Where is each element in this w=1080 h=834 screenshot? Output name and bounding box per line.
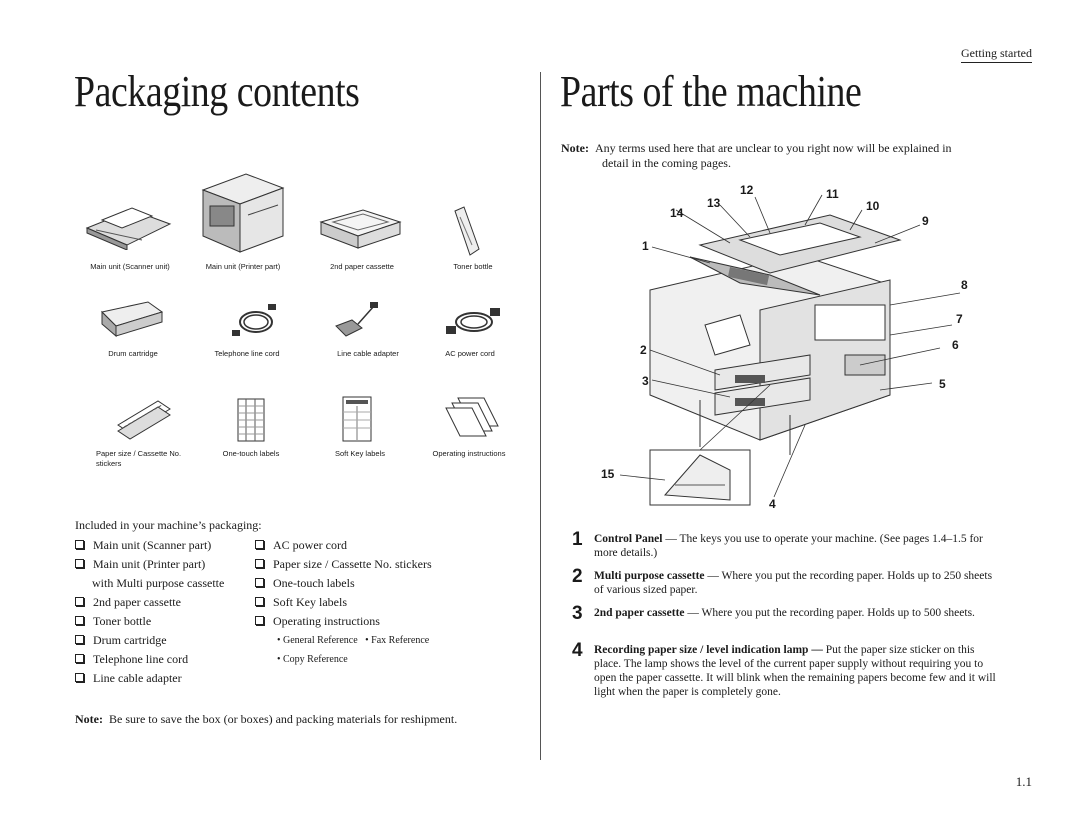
list-item: Main unit (Printer part) [75,555,224,574]
page-title-parts: Parts of the machine [560,67,862,116]
toner-bottle-icon [452,205,482,257]
included-intro: Included in your machine’s packaging: [75,518,262,532]
list-item: One-touch labels [255,574,432,593]
callout-15: 15 [601,467,615,481]
caption-onetouch: One-touch labels [222,449,280,458]
list-item: Toner bottle [75,612,224,631]
caption-cassette: 2nd paper cassette [330,262,394,271]
list-item: Operating instructions [255,612,432,631]
included-list-col2 [255,536,432,669]
part-number-1: 1 [572,529,583,550]
caption-telcord: Telephone line cord [214,349,280,358]
callout-12: 12 [740,183,754,197]
caption-accord: AC power cord [445,349,495,358]
caption-scanner: Main unit (Scanner unit) [90,262,170,271]
machine-diagram [590,185,980,515]
caption-drum: Drum cartridge [108,349,158,358]
callout-7: 7 [956,312,963,326]
caption-stickers: Paper size / Cassette No. stickers [96,449,182,468]
list-item: with Multi purpose cassette [92,576,225,590]
packaging-note: Note: Be sure to save the box (or boxes) and packing materials for reshipment. [75,712,458,726]
soft-key-labels-icon [342,396,372,442]
paper-cassette-icon [318,208,403,250]
part-desc-3: 2nd paper cassette — Where you put the recording paper. Holds up to 500 sheets. [594,607,975,619]
callout-5: 5 [939,377,946,391]
one-touch-labels-icon [237,398,265,442]
manuals-icon [444,396,500,440]
caption-adapter: Line cable adapter [337,349,399,358]
list-item: Telephone line cord [75,650,224,669]
part-number-4: 4 [572,640,583,661]
callout-6: 6 [952,338,959,352]
callout-8: 8 [961,278,968,292]
part-number-2: 2 [572,566,583,587]
list-item: Soft Key labels [255,593,432,612]
line-adapter-icon [330,300,380,342]
stickers-icon [114,395,174,443]
list-item: Main unit (Scanner part) [75,536,224,555]
ac-power-cord-icon [442,302,502,342]
list-item: • General Reference • Fax Reference [277,635,430,646]
caption-printer: Main unit (Printer part) [205,262,281,271]
part-number-3: 3 [572,603,583,624]
part-desc-4: Recording paper size / level indication lamp — Put the paper size sticker on this place. The lamp shows the level of the current paper supply without requiring you to open the paper cassette. It will blink when the remaining papers become few and it will light when the paper is completely gone. [594,644,996,698]
callout-13: 13 [707,196,721,210]
caption-softkey: Soft Key labels [334,449,386,458]
list-item: 2nd paper cassette [75,593,224,612]
callout-11: 11 [826,187,839,201]
callout-3: 3 [642,374,649,388]
list-item: Drum cartridge [75,631,224,650]
callout-2: 2 [640,343,647,357]
part-desc-2: Multi purpose cassette — Where you put the recording paper. Holds up to 250 sheets of various sized paper. [594,570,993,596]
list-item: Paper size / Cassette No. stickers [255,555,432,574]
list-item: AC power cord [255,536,432,555]
callout-14: 14 [670,206,684,220]
scanner-unit-icon [82,200,172,250]
list-item: Line cable adapter [75,669,224,688]
caption-manuals: Operating instructions [432,449,506,458]
page-title-packaging: Packaging contents [74,67,360,116]
callout-4: 4 [769,497,776,511]
caption-toner: Toner bottle [453,262,493,271]
printer-unit-icon [198,170,288,255]
parts-note: Note: Any terms used here that are unclear to you right now will be explained in detail in the coming pages. [561,141,952,170]
included-list-col1 [75,536,224,688]
list-item: • Copy Reference [277,654,348,665]
part-desc-1: Control Panel — The keys you use to operate your machine. (See pages 1.4–1.5 for more details.) [594,533,983,559]
telephone-cord-icon [228,300,278,342]
callout-1: 1 [642,239,649,253]
callout-9: 9 [922,214,929,228]
callout-10: 10 [866,199,880,213]
section-header: Getting started [961,46,1032,63]
drum-cartridge-icon [98,298,166,340]
column-divider [540,72,541,760]
page-number: 1.1 [1015,774,1032,789]
